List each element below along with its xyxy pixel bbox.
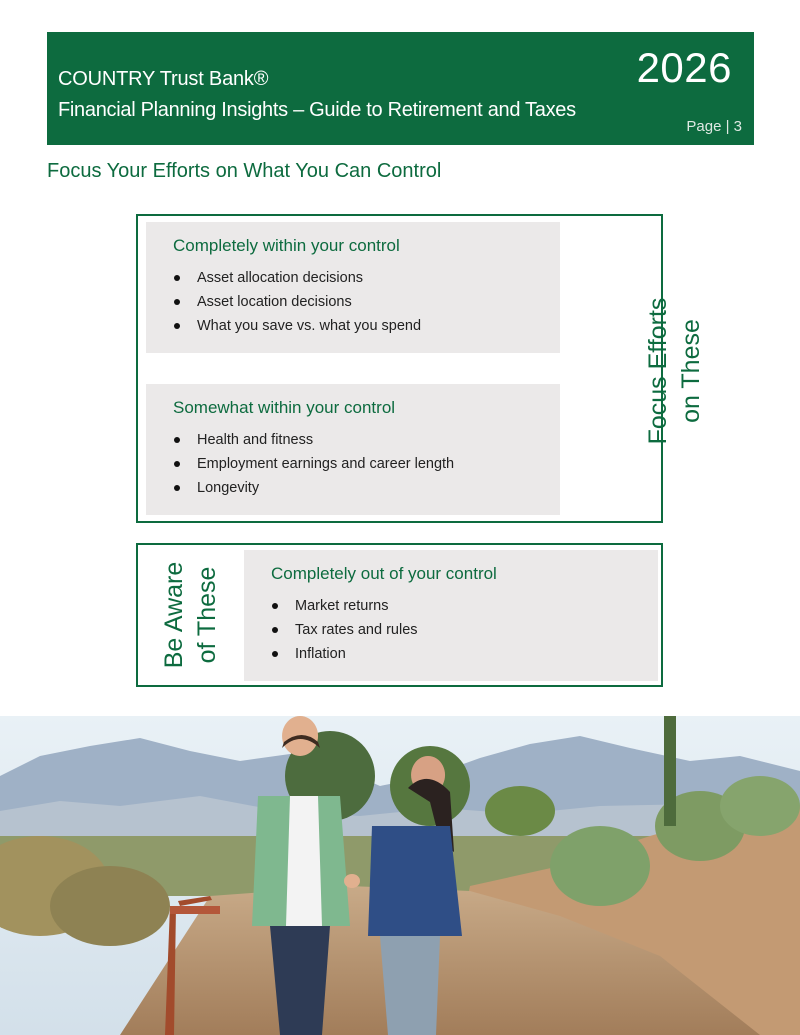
panel-title: Completely out of your control bbox=[271, 564, 497, 583]
panel-title: Completely within your control bbox=[173, 236, 400, 255]
side-label-line: of These bbox=[193, 566, 221, 664]
year-label: 2026 bbox=[636, 44, 732, 91]
bullet-list bbox=[173, 266, 421, 338]
somewhat-control-panel bbox=[146, 384, 560, 515]
bullet-list bbox=[173, 428, 454, 500]
list-item: Asset allocation decisions bbox=[173, 266, 421, 290]
list-item: Asset location decisions bbox=[173, 290, 421, 314]
list-item: Market returns bbox=[271, 594, 418, 618]
section-title: Focus Your Efforts on What You Can Control bbox=[47, 160, 442, 182]
focus-efforts-side-label bbox=[642, 298, 708, 445]
list-item: Tax rates and rules bbox=[271, 618, 418, 642]
document-subtitle: Financial Planning Insights – Guide to Retirement and Taxes bbox=[58, 99, 576, 121]
list-item: Employment earnings and career length bbox=[173, 452, 454, 476]
be-aware-side-label bbox=[158, 562, 224, 669]
side-label-line: Focus Efforts bbox=[644, 297, 672, 445]
bullet-list bbox=[271, 594, 418, 666]
couple-walking-desert-photo bbox=[0, 716, 800, 1035]
page-number: Page | 3 bbox=[686, 118, 742, 135]
page-header bbox=[47, 32, 754, 145]
out-of-control-panel bbox=[244, 550, 658, 681]
side-label-line: Be Aware bbox=[160, 561, 188, 669]
list-item: What you save vs. what you spend bbox=[173, 314, 421, 338]
side-label-line: on These bbox=[677, 319, 705, 423]
list-item: Health and fitness bbox=[173, 428, 454, 452]
bank-name: COUNTRY Trust Bank® bbox=[58, 68, 269, 90]
panel-title: Somewhat within your control bbox=[173, 398, 396, 417]
list-item: Longevity bbox=[173, 476, 454, 500]
be-aware-box bbox=[136, 543, 663, 687]
within-control-panel bbox=[146, 222, 560, 353]
list-item: Inflation bbox=[271, 642, 418, 666]
focus-efforts-box bbox=[136, 214, 705, 523]
